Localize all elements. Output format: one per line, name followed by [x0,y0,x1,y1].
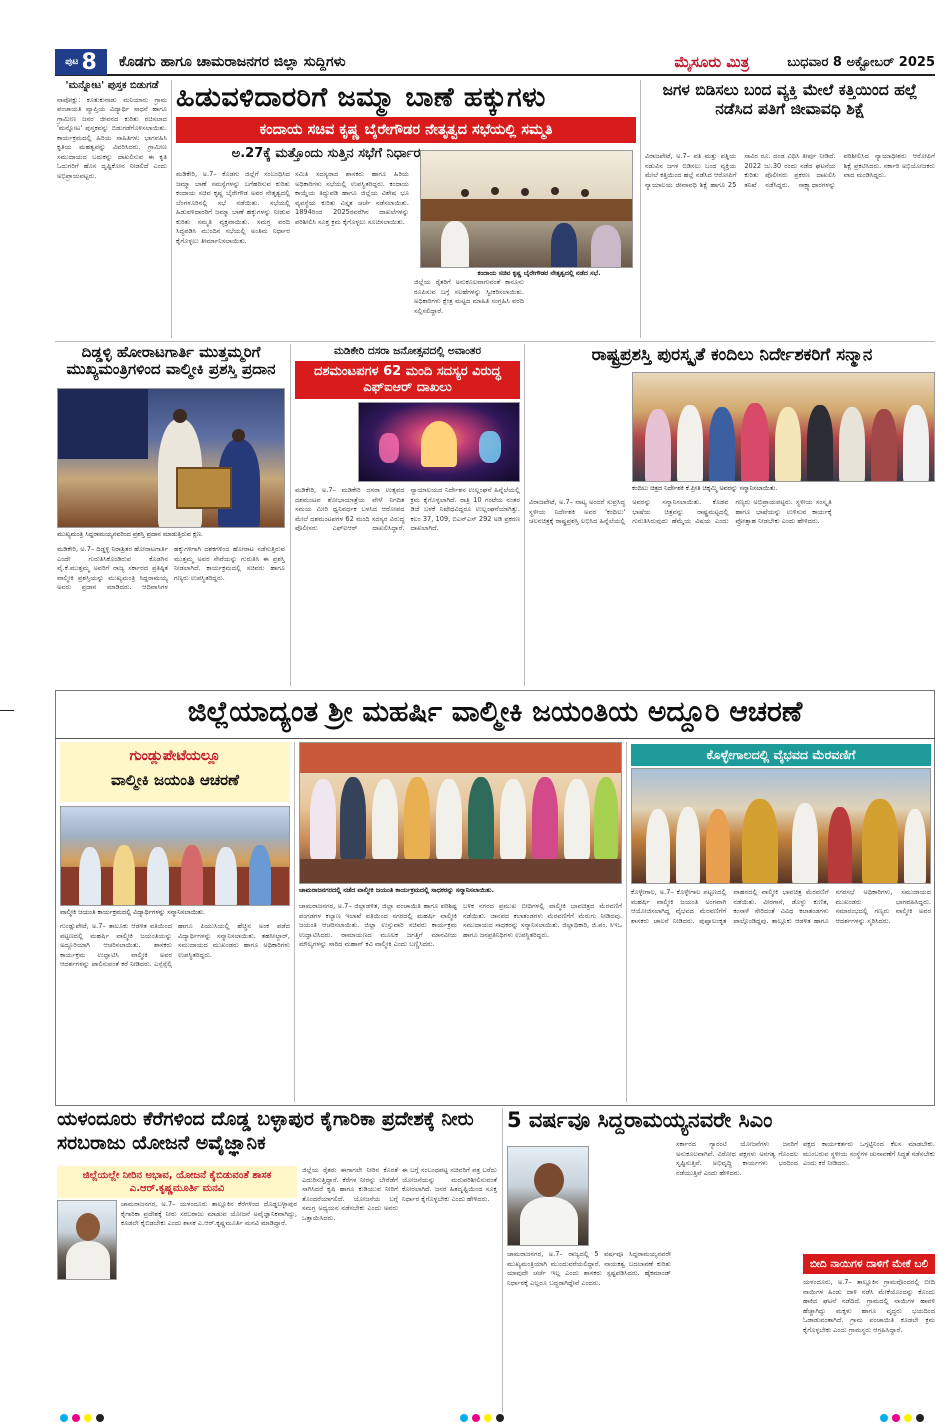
yelandur-body-col2: ಜಿಲ್ಲೆಯ ರೈತರು ಈಗಾಗಲೇ ನೀರಿನ ಕೊರತೆ ಎದುರಿಸುತ್ತಿದ್ದಾರೆ. ಕೆರೆಗಳ ನೀರನ್ನು ಬೇರೆಡೆಗೆ ಸಾಗಿಸಿದರೆ ಕೃಷಿ ಹಾಗೂ ಕುಡಿಯುವ ನೀರಿಗೆ ತೊಂದರೆಯಾಗಲಿದೆ. ಯೋಜನೆಯ ಬಗ್ಗೆ ಸಮಗ್ರ ಅಧ್ಯಯನ ನಡೆಸಬೇಕು ಎಂದು ಅವರು ಒತ್ತಾಯಿಸಿದರು. [302,1166,398,1222]
jamma-body-col3b [529,280,633,338]
yelandur-body-col1: ಚಾಮರಾಜನಗರ, ಅ.7– ಯಳಂದೂರು ತಾಲ್ಲೂಕಿನ ಕೆರೆಗಳಿಂದ ದೊಡ್ಡಬಳ್ಳಾಪುರ ಕೈಗಾರಿಕಾ ಪ್ರದೇಶಕ್ಕೆ ನೀರು ಸರಬರಾಜು ಮಾಡುವ ಯೋಜನೆ ಅವೈಜ್ಞಾನಿಕವಾಗಿದ್ದು, ಕೂಡಲೇ ಕೈಬಿಡಬೇಕು ಎಂದು ಶಾಸಕ ಎ.ಆರ್.ಕೃಷ್ಣಮೂರ್ತಿ ಮನವಿ ಮಾಡಿದ್ದಾರೆ. [121,1200,297,1228]
banner-valmiki-headline: ಜಿಲ್ಲೆಯಾದ್ಯಂತ ಶ್ರೀ ಮಹರ್ಷಿ ವಾಲ್ಮೀಕಿ ಜಯಂತಿಯ ಅದ್ದೂರಿ ಆಚರಣೆ [187,695,803,728]
dasara-photo [358,402,520,482]
article-body: ವಿರಾಜಪೇಟೆ, ಅ.7– ಪತಿ ಮತ್ತು ಪತ್ನಿಯ ನಡುವಿನ ಜಗಳ ಬಿಡಿಸಲು ಬಂದ ವ್ಯಕ್ತಿಯ ಮೇಲೆ ಕತ್ತಿಯಿಂದ ಹಲ್ಲೆ ನಡೆಸಿದ ಆರೋಪಿಗೆ ನ್ಯಾಯಾಲಯ ಜೀವಾವಧಿ ಶಿಕ್ಷೆ ಹಾಗೂ 25 ಸಾವಿರ ರೂ. ದಂಡ ವಿಧಿಸಿ ತೀರ್ಪು ನೀಡಿದೆ. 2022 ಜು.30 ರಂದು ನಡೆದ ಘಟನೆಯ ಕುರಿತು ಪೊಲೀಸರು ಪ್ರಕರಣ ದಾಖಲಿಸಿ ತನಿಖೆ ನಡೆಸಿದ್ದರು. ಸಾಕ್ಷ್ಯಾಧಾರಗಳನ್ನು ಪರಿಶೀಲಿಸಿದ ನ್ಯಾಯಾಧೀಶರು ಆರೋಪಿಗೆ ಶಿಕ್ಷೆ ಪ್ರಕಟಿಸಿದರು. ಸರ್ಕಾರಿ ಅಭಿಯೋಜಕರು ವಾದ ಮಂಡಿಸಿದ್ದರು. [645,152,935,189]
chamarajanagar-photo [299,742,622,884]
kollegal-photo [631,768,931,884]
meeting-photo [420,150,633,268]
award-photo [57,388,285,528]
story-rashtrapati-headline: ರಾಷ್ಟ್ರಪ್ರಶಸ್ತಿ ಪುರಸ್ಕೃತೆ ಕಂದಿಲು ನಿರ್ದೇಶಕರಿಗೆ ಸನ್ಮಾನ [591,345,873,365]
article-body: ಕೊಳ್ಳೇಗಾಲ, ಅ.7– ಕೊಳ್ಳೇಗಾಲ ಪಟ್ಟಣದಲ್ಲಿ ಮಹರ್ಷಿ ವಾಲ್ಮೀಕಿ ಜಯಂತಿ ಅಂಗವಾಗಿ ಆಯೋಜಿಸಲಾಗಿದ್ದ ವೈಭವದ ಮೆರವಣಿಗೆಗೆ ಶಾಸಕರು ಚಾಲನೆ ನೀಡಿದರು. ಪುಷ್ಪಾಲಂಕೃತ ವಾಹನದಲ್ಲಿ ವಾಲ್ಮೀಕಿ ಭಾವಚಿತ್ರ ಮೆರವಣಿಗೆ ನಡೆಯಿತು. ವೀರಗಾಸೆ, ಡೊಳ್ಳು ಕುಣಿತ, ಕಂಸಾಳೆ ಸೇರಿದಂತೆ ವಿವಿಧ ಕಲಾತಂಡಗಳು ಪಾಲ್ಗೊಂಡಿದ್ದವು. ತಾಲ್ಲೂಕು ಆಡಳಿತ ಹಾಗೂ ನಗರಸಭೆ ಅಧಿಕಾರಿಗಳು, ಸಮುದಾಯದ ಮುಖಂಡರು ಭಾಗವಹಿಸಿದ್ದರು. ಸಮಾರಂಭದಲ್ಲಿ ಗಣ್ಯರು ವಾಲ್ಮೀಕಿ ಅವರ ಆದರ್ಶಗಳನ್ನು ಸ್ಮರಿಸಿದರು. [631,888,931,925]
mla-portrait [57,1200,117,1280]
rashtrapati-body-lead [529,372,629,484]
headline: 'ಮನ್ನೋಟ' ಪುಸ್ತಕ ಬಿಡುಗಡೆ [65,80,159,91]
photo-caption: ವಾಲ್ಮೀಕಿ ಜಯಂತಿ ಕಾರ್ಯಕ್ರಮದಲ್ಲಿ ವಿದ್ಯಾರ್ಥಿಗಳನ್ನು ಸನ್ಮಾನಿಸಲಾಯಿತು. [60,908,206,916]
yelandur-subhead-box [57,1166,297,1198]
headline: ಜಗಳ ಬಿಡಿಸಲು ಬಂದ ವ್ಯಕ್ತಿ ಮೇಲೆ ಕತ್ತಿಯಿಂದ ಹಲ್ಲೆ ನಡೆಸಿದ ಪತಿಗೆ ಜೀವಾವಧಿ ಶಿಕ್ಷೆ [662,81,918,118]
gundlupet-line2: ವಾಲ್ಮೀಕಿ ಜಯಂತಿ ಆಚರಣೆ [110,771,240,790]
gundlupet-header [60,742,290,802]
story-bidi-headline: ಬೀದಿ ನಾಯಿಗಳ ದಾಳಿಗೆ ಮೇಕೆ ಬಲಿ [803,1254,935,1274]
subhead: ಜಿಲ್ಲೆಯಲ್ಲೇ ನೀರಿನ ಅಭಾವ, ಯೋಜನೆ ಕೈಬಿಡುವಂತೆ ಶಾಸಕ ಎ.ಆರ್.ಕೃಷ್ಣಮೂರ್ತಿ ಮನವಿ [82,1170,272,1194]
story-yelandur-headline: ಯಳಂದೂರು ಕೆರೆಗಳಿಂದ ದೊಡ್ಡ ಬಳ್ಳಾಪುರ ಕೈಗಾರಿಕಾ ಪ್ರದೇಶಕ್ಕೆ ನೀರು ಸರಬರಾಜು ಯೋಜನೆ ಅವೈಜ್ಞಾನಿಕ [57,1108,474,1154]
page-number: 8 [81,49,97,75]
story-diddalli-headline: ದಿಡ್ಡಳ್ಳಿ ಹೋರಾಟಗಾರ್ತಿ ಮುತ್ತಮ್ಮರಿಗೆ ಮುಖ್ಯಮಂತ್ರಿಗಳಿಂದ ವಾಲ್ಮೀಕಿ ಪ್ರಶಸ್ತಿ ಪ್ರದಾನ [66,343,276,379]
5years-body-col1: ಚಾಮರಾಜನಗರ, ಅ.7– ರಾಜ್ಯದಲ್ಲಿ 5 ವರ್ಷವೂ ಸಿದ್ದರಾಮಯ್ಯನವರೇ ಮುಖ್ಯಮಂತ್ರಿಯಾಗಿ ಮುಂದುವರೆಯಲಿದ್ದಾರೆ. ನಾಯಕತ್ವ ಬದಲಾವಣೆ ಕುರಿತು ಯಾವುದೇ ಚರ್ಚೆ ಇಲ್ಲ ಎಂದು ಶಾಸಕರು ಸ್ಪಷ್ಟಪಡಿಸಿದರು. ಹೈಕಮಾಂಡ್ ನಿರ್ಧಾರಕ್ಕೆ ಎಲ್ಲರೂ ಬದ್ಧರಾಗಿದ್ದೇವೆ ಎಂದರು. [507,1250,671,1287]
jamma-body-col2: ಸಮಿತಿ ಸದಸ್ಯರಾದ ಶಾಸಕರು ಹಾಗೂ ಹಿರಿಯ ಅಧಿಕಾರಿಗಳು ಸಭೆಯಲ್ಲಿ ಉಪಸ್ಥಿತರಿದ್ದರು. ಕಂದಾಯ ಕಾಯ್ದೆಯ ತಿದ್ದುಪಡಿ ಹಾಗೂ ಜಿಲ್ಲೆಯ ವಿಶೇಷ ಭೂ ವ್ಯವಸ್ಥೆಯ ಕುರಿತು ವಿಸ್ತೃತ ಚರ್ಚೆ ನಡೆಸಲಾಯಿತು. 1894ರಿಂದ 2025ರವರೆಗಿನ ದಾಖಲೆಗಳನ್ನು ಪರಿಶೀಲಿಸಿ ಸೂಕ್ತ ಕ್ರಮ ಕೈಗೊಳ್ಳಲು ಸೂಚಿಸಲಾಯಿತು. [295,170,409,226]
story-dasara-kicker: ಮಡಿಕೇರಿ ದಸರಾ ಜನೋತ್ಸವದಲ್ಲಿ ಅವಾಂತರ [333,345,482,357]
gundlupet-photo [60,806,290,906]
chamarajanagar-body-col2: ಬಳಿಕ ನಗರದ ಪ್ರಮುಖ ಬೀದಿಗಳಲ್ಲಿ ವಾಲ್ಮೀಕಿ ಭಾವಚಿತ್ರದ ಮೆರವಣಿಗೆ ನಡೆಯಿತು. ಜಾನಪದ ಕಲಾತಂಡಗಳು ಮೆರವಣಿಗೆಗೆ ಮೆರುಗು ನೀಡಿದವು. ಸಮುದಾಯದ ಸಾಧಕರನ್ನು ಸನ್ಮಾನಿಸಲಾಯಿತು. ಜಿಲ್ಲಾಧಿಕಾರಿ, ಜಿ.ಪಂ. ಸಿಇಒ ಹಾಗೂ ಜನಪ್ರತಿನಿಧಿಗಳು ಉಪಸ್ಥಿತರಿದ್ದರು. [463,902,622,939]
story-jamma [176,82,636,113]
yelandur-body-col3: ಈ ಬಗ್ಗೆ ಸಂಬಂಧಪಟ್ಟ ಸಚಿವರಿಗೆ ಪತ್ರ ಬರೆದು ಯೋಜನೆಯನ್ನು ಮರುಪರಿಶೀಲಿಸುವಂತೆ ಕೋರಲಾಗಿದೆ. ಜನರ ಹಿತದೃಷ್ಟಿಯಿಂದ ಸೂಕ್ತ ನಿರ್ಧಾರ ಕೈಗೊಳ್ಳಬೇಕು ಎಂದು ಹೇಳಿದರು. [402,1166,497,1203]
page-label: ಪುಟ [65,57,79,67]
gundlupet-line1: ಗುಂಡ್ಲುಪೇಟೆಯಲ್ಲೂ [129,748,221,764]
5years-body-col2: ಸರ್ಕಾರದ ಗ್ಯಾರಂಟಿ ಯೋಜನೆಗಳು ಜನರಿಗೆ ಅನುಕೂಲವಾಗಿವೆ. ವಿರೋಧ ಪಕ್ಷಗಳು ಅನಗತ್ಯ ಗೊಂದಲ ಸೃಷ್ಟಿಸುತ್ತಿವೆ. ಅಭಿವೃದ್ಧಿ ಕಾರ್ಯಗಳು ಭರದಿಂದ ನಡೆಯುತ್ತಿವೆ ಎಂದು ಹೇಳಿದರು. [676,1140,798,1177]
issue-date: ಬುಧವಾರ 8 ಅಕ್ಟೋಬರ್ 2025 [787,54,935,70]
photo-caption: ಮುಖ್ಯಮಂತ್ರಿ ಸಿದ್ದರಾಮಯ್ಯನವರಿಂದ ಪ್ರಶಸ್ತಿ ಪ್ರದಾನ ಮಾಡುತ್ತಿರುವ ಕ್ಷಣ. [57,530,203,538]
article-body: ವಿರಾಜಪೇಟೆ, ಅ.7– ನಾಟ್ಯ ಅಂದರೆ ಸುಪ್ರಸಿದ್ಧ ಸ್ಥಳೀಯ ನಿರ್ದೇಶಕಿ ಅವರ 'ಕಂದಿಲು' ಚಲನಚಿತ್ರಕ್ಕೆ ರಾಷ್ಟ್ರಪ್ರಶಸ್ತಿ ಲಭಿಸಿದ ಹಿನ್ನೆಲೆಯಲ್ಲಿ ಅವರನ್ನು ಸನ್ಮಾನಿಸಲಾಯಿತು. ಕೊಡವ ಭಾಷೆಯ ಚಿತ್ರವನ್ನು ರಾಷ್ಟ್ರಮಟ್ಟದಲ್ಲಿ ಗುರುತಿಸಿರುವುದು ಹೆಮ್ಮೆಯ ವಿಷಯ ಎಂದು ಗಣ್ಯರು ಅಭಿಪ್ರಾಯಪಟ್ಟರು. ಸ್ಥಳೀಯ ಸಂಸ್ಕೃತಿ ಹಾಗೂ ಭಾಷೆಯನ್ನು ಉಳಿಸುವ ಕಾರ್ಯಕ್ಕೆ ಪ್ರೋತ್ಸಾಹ ನೀಡಬೇಕು ಎಂದು ಹೇಳಿದರು. [529,498,832,526]
photo-caption: ಕಂದಿಲು ಚಿತ್ರದ ನಿರ್ದೇಶಕಿ ಕೆ.ಪ್ರೀತಿ ಚಿಕ್ಕಮ್ಮಿ ಅವರನ್ನು ಸನ್ಮಾನಿಸಲಾಯಿತು. [632,484,778,492]
article-body: ನಾಪೋಕ್ಲು: ಕೂತುಕುನಾಡು ಮನಿಯಾರು ಗ್ರಾಮ ಪಂಚಾಯತಿ ವ್ಯಾಪ್ತಿಯ ವಿದ್ಯಾರ್ಥಿ ಸಾಧನೆ ಹಾಗೂ ಗ್ರಾಮೀಣ ಜನರ ಜೀವನದ ಕುರಿತು ರಚಿಸಲಾದ 'ಮನ್ನೋಟ' ಪುಸ್ತಕವನ್ನು ಬಿಡುಗಡೆಗೊಳಿಸಲಾಯಿತು. ಕಾರ್ಯಕ್ರಮದಲ್ಲಿ ಹಿರಿಯ ಸಾಹಿತಿಗಳು ಭಾಗವಹಿಸಿ ಕೃತಿಯ ಮಹತ್ವವನ್ನು ವಿವರಿಸಿದರು. ಗ್ರಾಮೀಣ ಸಮುದಾಯದ ಬದುಕನ್ನು ದಾಖಲಿಸುವ ಈ ಕೃತಿ ಓದುಗರಿಗೆ ಹೊಸ ದೃಷ್ಟಿಕೋನ ನೀಡಲಿದೆ ಎಂದು ಅಭಿಪ್ರಾಯಪಟ್ಟರು. [57,95,167,180]
kicker: ಅ.27ಕ್ಕೆ ಮತ್ತೊಂದು ಸುತ್ತಿನ ಸಭೆಗೆ ನಿರ್ಧಾರ [231,146,421,161]
story-5years-headline: 5 ವರ್ಷವೂ ಸಿದ್ದರಾಮಯ್ಯನವರೇ ಸಿಎಂ [507,1108,773,1132]
article-body: ಮಡಿಕೇರಿ, ಅ.7– ದಿಡ್ಡಳ್ಳಿ ನಿರಾಶ್ರಿತರ ಹೋರಾಟಗಾರ್ತಿ ಎಂದೇ ಗುರುತಿಸಿಕೊಂಡಿರುವ ಕೊಡಗಿನ ವೈ.ಕೆ.ಮುತ್ತಮ್ಮ ಅವರಿಗೆ ರಾಜ್ಯ ಸರ್ಕಾರದ ಪ್ರತಿಷ್ಠಿತ ವಾಲ್ಮೀಕಿ ಪ್ರಶಸ್ತಿಯನ್ನು ಮುಖ್ಯಮಂತ್ರಿ ಸಿದ್ದರಾಮಯ್ಯ ಅವರು ಪ್ರದಾನ ಮಾಡಿದರು. ಆದಿವಾಸಿಗಳ ಹಕ್ಕುಗಳಿಗಾಗಿ ದಶಕಗಳಿಂದ ಹೋರಾಟ ನಡೆಸುತ್ತಿರುವ ಮುತ್ತಮ್ಮ ಅವರ ಸೇವೆಯನ್ನು ಗುರುತಿಸಿ ಈ ಪ್ರಶಸ್ತಿ ನೀಡಲಾಗಿದೆ. ಕಾರ್ಯಕ್ರಮದಲ್ಲಿ ಸಚಿವರು ಹಾಗೂ ಗಣ್ಯರು ಉಪಸ್ಥಿತರಿದ್ದರು. [57,545,285,592]
chamarajanagar-body-col1: ಚಾಮರಾಜನಗರ, ಅ.7– ಜಿಲ್ಲಾಡಳಿತ, ಜಿಲ್ಲಾ ಪಂಚಾಯಿತಿ ಹಾಗೂ ಪರಿಶಿಷ್ಟ ಪಂಗಡಗಳ ಕಲ್ಯಾಣ ಇಲಾಖೆ ವತಿಯಿಂದ ನಗರದಲ್ಲಿ ಮಹರ್ಷಿ ವಾಲ್ಮೀಕಿ ಜಯಂತಿ ಆಚರಿಸಲಾಯಿತು. ಜಿಲ್ಲಾ ಉಸ್ತುವಾರಿ ಸಚಿವರು ಕಾರ್ಯಕ್ರಮ ಉದ್ಘಾಟಿಸಿದರು. ರಾಮಾಯಣದ ಮೂಲಕ ಜಗತ್ತಿಗೆ ಮಾನವೀಯ ಮೌಲ್ಯಗಳನ್ನು ಸಾರಿದ ಮಹಾನ್ ಕವಿ ವಾಲ್ಮೀಕಿ ಎಂದು ಬಣ್ಣಿಸಿದರು. [299,902,457,949]
headline: ಹಿಡುವಳಿದಾರರಿಗೆ ಜಮ್ಮಾ ಬಾಣೆ ಹಕ್ಕುಗಳು [176,82,546,113]
5years-body-col3: ಪಕ್ಷದ ಕಾರ್ಯಕರ್ತರು ಒಗ್ಗಟ್ಟಿನಿಂದ ಕೆಲಸ ಮಾಡಬೇಕು. ಮುಂಬರುವ ಸ್ಥಳೀಯ ಸಂಸ್ಥೆಗಳ ಚುನಾವಣೆಗೆ ಸಿದ್ಧತೆ ನಡೆಸಬೇಕು ಎಂದು ಕರೆ ನೀಡಿದರು. [803,1140,935,1168]
dasara-body-lead [295,402,355,482]
story-manota [57,80,167,336]
section-title: ಕೊಡಗು ಹಾಗೂ ಚಾಮರಾಜನಗರ ಜಿಲ್ಲಾ ಸುದ್ದಿಗಳು [119,54,346,70]
bidi-body-left [676,1246,798,1412]
masthead [55,50,935,76]
paper-name: ಮೈಸೂರು ಮಿತ್ರ [674,53,750,71]
subhead: ಕಂದಾಯ ಸಚಿವ ಕೃಷ್ಣ ಬೈರೇಗೌಡರ ನೇತೃತ್ವದ ಸಭೆಯಲ್ಲಿ ಸಮ್ಮತಿ [176,117,636,143]
story-dasara-headline: ದಶಮಂಟಪಗಳ 62 ಮಂದಿ ಸದಸ್ಯರ ವಿರುದ್ಧ ಎಫ್‌ಐಆರ್ ದಾಖಲು [295,361,520,399]
photo-caption: ಚಾಮರಾಜನಗರದಲ್ಲಿ ನಡೆದ ವಾಲ್ಮೀಕಿ ಜಯಂತಿ ಕಾರ್ಯಕ್ರಮದಲ್ಲಿ ಸಾಧಕರನ್ನು ಸನ್ಮಾನಿಸಲಾಯಿತು. [299,886,494,894]
5years-body-lead [593,1140,671,1246]
article-body: ಗುಂಡ್ಲುಪೇಟೆ, ಅ.7– ತಾಲೂಕು ಆಡಳಿತ ವತಿಯಿಂದ ಪಟ್ಟಣದಲ್ಲಿ ಮಹರ್ಷಿ ವಾಲ್ಮೀಕಿ ಜಯಂತಿಯನ್ನು ಅದ್ದೂರಿಯಾಗಿ ಆಚರಿಸಲಾಯಿತು. ಶಾಸಕರು ಕಾರ್ಯಕ್ರಮ ಉದ್ಘಾಟಿಸಿ ವಾಲ್ಮೀಕಿ ಅವರ ಆದರ್ಶಗಳನ್ನು ಪಾಲಿಸುವಂತೆ ಕರೆ ನೀಡಿದರು. ಎಸ್ಸೆಸ್ಸೆಲ್ಸಿ ಹಾಗೂ ಪಿಯುಸಿಯಲ್ಲಿ ಹೆಚ್ಚಿನ ಅಂಕ ಪಡೆದ ವಿದ್ಯಾರ್ಥಿಗಳನ್ನು ಸನ್ಮಾನಿಸಲಾಯಿತು. ತಹಸೀಲ್ದಾರ್, ಸಮುದಾಯದ ಮುಖಂಡರು ಹಾಗೂ ಅಧಿಕಾರಿಗಳು ಉಪಸ್ಥಿತರಿದ್ದರು. [60,922,290,969]
page-number-box [55,49,107,75]
photo-caption: ಕಂದಾಯ ಸಚಿವ ಕೃಷ್ಣ ಬೈರೇಗೌಡರ ನೇತೃತ್ವದಲ್ಲಿ ನಡೆದ ಸಭೆ. [477,269,601,277]
kollegal-headline: ಕೊಳ್ಳೇಗಾಲದಲ್ಲಿ ವೈಭವದ ಮೆರವಣಿಗೆ [631,744,931,766]
jamma-body-col1: ಮಡಿಕೇರಿ, ಅ.7– ಕೊಡಗು ಜಿಲ್ಲೆಗೆ ಸಂಬಂಧಿಸಿದ ಜಮ್ಮಾ ಬಾಣೆ ಸಮಸ್ಯೆಗಳನ್ನು ಬಗೆಹರಿಸುವ ಕುರಿತು ಕಂದಾಯ ಸಚಿವ ಕೃಷ್ಣ ಬೈರೇಗೌಡ ಅವರ ನೇತೃತ್ವದಲ್ಲಿ ಬೆಂಗಳೂರಿನಲ್ಲಿ ಸಭೆ ನಡೆಯಿತು. ಸಭೆಯಲ್ಲಿ ಹಿಡುವಳಿದಾರರಿಗೆ ಜಮ್ಮಾ ಬಾಣೆ ಹಕ್ಕುಗಳನ್ನು ನೀಡುವ ಕುರಿತು ಸಮ್ಮತಿ ವ್ಯಕ್ತವಾಯಿತು. ಸಮಗ್ರ ವರದಿ ಸಿದ್ಧಪಡಿಸಿ ಮುಂದಿನ ಸಭೆಯಲ್ಲಿ ಅಂತಿಮ ನಿರ್ಧಾರ ಕೈಗೊಳ್ಳಲು ತೀರ್ಮಾನಿಸಲಾಯಿತು. [176,170,290,245]
article-body: ಯಳಂದೂರು, ಅ.7– ತಾಲ್ಲೂಕಿನ ಗ್ರಾಮವೊಂದರಲ್ಲಿ ಬೀದಿ ನಾಯಿಗಳ ಹಿಂಡು ದಾಳಿ ನಡೆಸಿ ಮೇಕೆಯೊಂದನ್ನು ಕೊಂದು ಹಾಕಿದ ಘಟನೆ ನಡೆದಿದೆ. ಗ್ರಾಮದಲ್ಲಿ ನಾಯಿಗಳ ಹಾವಳಿ ಹೆಚ್ಚಾಗಿದ್ದು ಮಕ್ಕಳು ಹಾಗೂ ವೃದ್ಧರು ಭಯದಿಂದ ಓಡಾಡುವಂತಾಗಿದೆ. ಗ್ರಾಮ ಪಂಚಾಯಿತಿ ಕೂಡಲೇ ಕ್ರಮ ಕೈಗೊಳ್ಳಬೇಕು ಎಂದು ಗ್ರಾಮಸ್ಥರು ಆಗ್ರಹಿಸಿದ್ದಾರೆ. [803,1278,935,1334]
jamma-body-col3: ಜಿಲ್ಲೆಯ ರೈತರಿಗೆ ಅನುಕೂಲವಾಗುವಂತೆ ಕಾನೂನು ರೂಪಿಸುವ ಬಗ್ಗೆ ಸಲಹೆಗಳನ್ನು ಸ್ವೀಕರಿಸಲಾಯಿತು. ಅಧಿಕಾರಿಗಳು ಕ್ಷೇತ್ರ ಮಟ್ಟದ ಮಾಹಿತಿ ಸಂಗ್ರಹಿಸಿ ವರದಿ ಸಲ್ಲಿಸಲಿದ್ದಾರೆ. [414,278,524,315]
politician-portrait [507,1146,589,1246]
story-jagala [645,81,935,118]
article-body: ಮಡಿಕೇರಿ, ಅ.7– ಮಡಿಕೇರಿ ದಸರಾ ಉತ್ಸವದ ದಶಮಂಟಪ ಶೋಭಾಯಾತ್ರೆಯ ವೇಳೆ ನಿಗದಿತ ಸಮಯ ಮೀರಿ ಧ್ವನಿವರ್ಧಕ ಬಳಸಿದ ಆರೋಪದ ಮೇಲೆ ದಶಮಂಟಪಗಳ 62 ಮಂದಿ ಸದಸ್ಯರ ವಿರುದ್ಧ ಪೊಲೀಸರು ಎಫ್‌ಐಆರ್ ದಾಖಲಿಸಿದ್ದಾರೆ. ನ್ಯಾಯಾಲಯದ ನಿರ್ದೇಶನ ಉಲ್ಲಂಘನೆ ಹಿನ್ನೆಲೆಯಲ್ಲಿ ಕ್ರಮ ಕೈಗೊಳ್ಳಲಾಗಿದೆ. ರಾತ್ರಿ 10 ಗಂಟೆಯ ನಂತರ ಡಿಜೆ ಬಳಕೆ ನಿಷೇಧವಿದ್ದರೂ ಉಲ್ಲಂಘನೆಯಾಗಿತ್ತು. ಕಲಂ 37, 109, ಬಿಎನ್‌ಎಸ್ 292 ಅಡಿ ಪ್ರಕರಣ ದಾಖಲಾಗಿದೆ. [295,486,520,533]
felicitation-photo [632,372,935,482]
